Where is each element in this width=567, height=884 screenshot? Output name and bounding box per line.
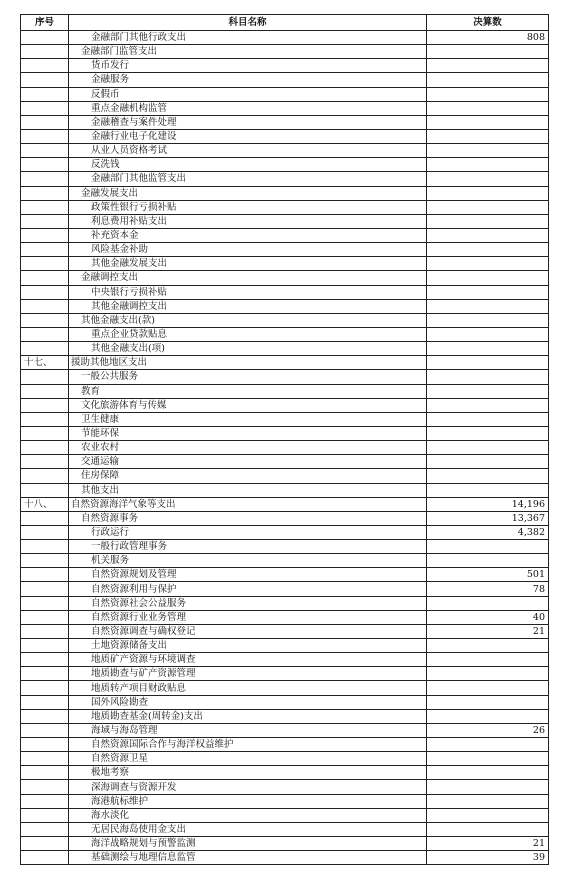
row-number-cell (21, 794, 69, 808)
item-name-cell: 自然资源国际合作与海洋权益维护 (69, 738, 427, 752)
amount-cell (427, 87, 549, 101)
table-row (21, 243, 549, 257)
amount-cell: 40 (427, 610, 549, 624)
amount-cell (427, 794, 549, 808)
table-row (21, 554, 549, 568)
row-number-cell (21, 851, 69, 865)
row-number-cell (21, 384, 69, 398)
amount-cell (427, 667, 549, 681)
amount-cell (427, 144, 549, 158)
row-number-cell (21, 483, 69, 497)
item-name-cell: 自然资源海洋气象等支出 (69, 497, 427, 511)
table-row (21, 568, 549, 582)
table-row (21, 87, 549, 101)
row-number-cell (21, 214, 69, 228)
row-number-cell (21, 327, 69, 341)
table-row (21, 709, 549, 723)
table-row (21, 45, 549, 59)
table-row (21, 511, 549, 525)
table-row (21, 780, 549, 794)
row-number-cell (21, 822, 69, 836)
table-row (21, 313, 549, 327)
table-row (21, 73, 549, 87)
table-row (21, 667, 549, 681)
amount-cell (427, 780, 549, 794)
row-number-cell (21, 780, 69, 794)
item-name-cell: 行政运行 (69, 525, 427, 539)
item-name-cell: 地质矿产资源与环境调查 (69, 653, 427, 667)
table-body (21, 31, 549, 865)
amount-cell (427, 73, 549, 87)
item-name-cell: 其他支出 (69, 483, 427, 497)
table-row (21, 426, 549, 440)
row-number-cell (21, 228, 69, 242)
table-row (21, 59, 549, 73)
item-name-cell: 金融服务 (69, 73, 427, 87)
item-name-cell: 海洋战略规划与预警监测 (69, 837, 427, 851)
row-number-cell (21, 73, 69, 87)
row-number-cell (21, 271, 69, 285)
row-number-cell (21, 257, 69, 271)
amount-cell (427, 695, 549, 709)
amount-cell (427, 596, 549, 610)
row-number-cell (21, 596, 69, 610)
row-number-cell (21, 186, 69, 200)
amount-cell (427, 228, 549, 242)
amount-cell (427, 455, 549, 469)
amount-cell (427, 271, 549, 285)
item-name-cell: 其他金融调控支出 (69, 299, 427, 313)
header-row (21, 15, 549, 31)
table-row (21, 172, 549, 186)
amount-cell (427, 243, 549, 257)
row-number-cell (21, 101, 69, 115)
item-name-cell: 无居民海岛使用金支出 (69, 822, 427, 836)
table-row (21, 525, 549, 539)
item-name-cell: 自然资源行业业务管理 (69, 610, 427, 624)
amount-cell (427, 214, 549, 228)
item-name-cell: 自然资源社会公益服务 (69, 596, 427, 610)
amount-cell (427, 257, 549, 271)
amount-cell (427, 681, 549, 695)
amount-cell (427, 554, 549, 568)
row-number-cell (21, 115, 69, 129)
item-name-cell: 补充资本金 (69, 228, 427, 242)
item-name-cell: 利息费用补贴支出 (69, 214, 427, 228)
row-number-cell (21, 723, 69, 737)
amount-cell: 13,367 (427, 511, 549, 525)
item-name-cell: 一般行政管理事务 (69, 540, 427, 554)
amount-cell (427, 412, 549, 426)
item-name-cell: 教育 (69, 384, 427, 398)
row-number-cell (21, 45, 69, 59)
table-row (21, 186, 549, 200)
item-name-cell: 住房保障 (69, 469, 427, 483)
row-number-cell (21, 639, 69, 653)
amount-cell (427, 45, 549, 59)
table-row (21, 766, 549, 780)
row-number-cell (21, 412, 69, 426)
item-name-cell: 深海调查与资源开发 (69, 780, 427, 794)
table-row (21, 738, 549, 752)
table-row (21, 822, 549, 836)
table-row (21, 723, 549, 737)
item-name-cell: 从业人员资格考试 (69, 144, 427, 158)
item-name-cell: 农业农村 (69, 441, 427, 455)
amount-cell (427, 426, 549, 440)
item-name-cell: 金融部门监管支出 (69, 45, 427, 59)
row-number-cell (21, 709, 69, 723)
item-name-cell: 金融调控支出 (69, 271, 427, 285)
table-row (21, 356, 549, 370)
amount-cell (427, 313, 549, 327)
row-number-cell (21, 525, 69, 539)
item-name-cell: 重点金融机构监管 (69, 101, 427, 115)
table-row (21, 398, 549, 412)
item-name-cell: 自然资源卫星 (69, 752, 427, 766)
item-name-cell: 基础测绘与地理信息监管 (69, 851, 427, 865)
table-header (21, 15, 549, 31)
table-row (21, 327, 549, 341)
item-name-cell: 机关服务 (69, 554, 427, 568)
item-name-cell: 地质勘查与矿产资源管理 (69, 667, 427, 681)
amount-cell (427, 639, 549, 653)
row-number-cell (21, 766, 69, 780)
item-name-cell: 国外风险勘查 (69, 695, 427, 709)
amount-cell (427, 766, 549, 780)
amount-cell (427, 752, 549, 766)
amount-cell (427, 398, 549, 412)
row-number-cell (21, 455, 69, 469)
amount-cell: 501 (427, 568, 549, 582)
budget-sheet (20, 14, 549, 865)
table-row (21, 653, 549, 667)
row-number-cell (21, 568, 69, 582)
item-name-cell: 金融部门其他监管支出 (69, 172, 427, 186)
amount-cell: 14,196 (427, 497, 549, 511)
row-number-cell (21, 243, 69, 257)
amount-cell (427, 483, 549, 497)
amount-cell (427, 299, 549, 313)
amount-cell (427, 186, 549, 200)
row-number-cell (21, 511, 69, 525)
table-row (21, 624, 549, 638)
row-number-cell (21, 59, 69, 73)
table-row (21, 271, 549, 285)
row-number-cell (21, 313, 69, 327)
table-row (21, 681, 549, 695)
amount-cell (427, 200, 549, 214)
item-name-cell: 土地资源储备支出 (69, 639, 427, 653)
table-row (21, 794, 549, 808)
table-row (21, 497, 549, 511)
item-name-cell: 反洗钱 (69, 158, 427, 172)
row-number-cell (21, 398, 69, 412)
row-number-cell (21, 624, 69, 638)
table-row (21, 299, 549, 313)
row-number-cell (21, 172, 69, 186)
table-row (21, 540, 549, 554)
item-name-cell: 文化旅游体育与传媒 (69, 398, 427, 412)
row-number-cell (21, 129, 69, 143)
item-name-cell: 其他金融支出(款) (69, 313, 427, 327)
amount-cell (427, 540, 549, 554)
amount-cell: 26 (427, 723, 549, 737)
amount-cell (427, 653, 549, 667)
item-name-cell: 极地考察 (69, 766, 427, 780)
amount-cell (427, 441, 549, 455)
row-number-cell (21, 426, 69, 440)
table-row (21, 412, 549, 426)
amount-cell: 4,382 (427, 525, 549, 539)
amount-cell (427, 356, 549, 370)
table-row (21, 582, 549, 596)
table-row (21, 639, 549, 653)
amount-cell: 21 (427, 837, 549, 851)
amount-cell: 21 (427, 624, 549, 638)
amount-cell (427, 158, 549, 172)
row-number-cell (21, 342, 69, 356)
row-number-cell (21, 653, 69, 667)
amount-cell (427, 342, 549, 356)
table-row (21, 483, 549, 497)
table-row (21, 214, 549, 228)
item-name-cell: 自然资源利用与保护 (69, 582, 427, 596)
item-name-cell: 地质勘查基金(周转金)支出 (69, 709, 427, 723)
row-number-cell (21, 285, 69, 299)
item-name-cell: 海域与海岛管理 (69, 723, 427, 737)
table-row (21, 31, 549, 45)
table-row (21, 285, 549, 299)
item-name-cell: 货币发行 (69, 59, 427, 73)
column-header-name: 科目名称 (69, 15, 427, 31)
amount-cell (427, 327, 549, 341)
row-number-cell (21, 200, 69, 214)
table-row (21, 752, 549, 766)
row-number-cell: 十八、 (21, 497, 69, 511)
item-name-cell: 中央银行亏损补贴 (69, 285, 427, 299)
amount-cell (427, 101, 549, 115)
item-name-cell: 金融行业电子化建设 (69, 129, 427, 143)
row-number-cell (21, 540, 69, 554)
item-name-cell: 海水淡化 (69, 808, 427, 822)
item-name-cell: 金融稽查与案件处理 (69, 115, 427, 129)
row-number-cell (21, 87, 69, 101)
table-row (21, 129, 549, 143)
row-number-cell (21, 738, 69, 752)
amount-cell: 78 (427, 582, 549, 596)
amount-cell: 39 (427, 851, 549, 865)
amount-cell (427, 115, 549, 129)
item-name-cell: 自然资源调查与确权登记 (69, 624, 427, 638)
table-row (21, 837, 549, 851)
row-number-cell (21, 469, 69, 483)
row-number-cell (21, 681, 69, 695)
item-name-cell: 反假币 (69, 87, 427, 101)
row-number-cell (21, 370, 69, 384)
item-name-cell: 交通运输 (69, 455, 427, 469)
item-name-cell: 一般公共服务 (69, 370, 427, 384)
item-name-cell: 节能环保 (69, 426, 427, 440)
budget-table (20, 14, 549, 865)
row-number-cell (21, 31, 69, 45)
amount-cell (427, 738, 549, 752)
item-name-cell: 其他金融支出(项) (69, 342, 427, 356)
table-row (21, 469, 549, 483)
item-name-cell: 卫生健康 (69, 412, 427, 426)
column-header-amount: 决算数 (427, 15, 549, 31)
amount-cell: 808 (427, 31, 549, 45)
table-row (21, 441, 549, 455)
row-number-cell (21, 158, 69, 172)
table-row (21, 384, 549, 398)
row-number-cell (21, 695, 69, 709)
amount-cell (427, 808, 549, 822)
item-name-cell: 金融部门其他行政支出 (69, 31, 427, 45)
amount-cell (427, 709, 549, 723)
item-name-cell: 政策性银行亏损补贴 (69, 200, 427, 214)
amount-cell (427, 285, 549, 299)
row-number-cell (21, 299, 69, 313)
row-number-cell (21, 837, 69, 851)
table-row (21, 695, 549, 709)
row-number-cell (21, 752, 69, 766)
table-row (21, 610, 549, 624)
item-name-cell: 重点企业贷款贴息 (69, 327, 427, 341)
row-number-cell (21, 610, 69, 624)
table-row (21, 342, 549, 356)
item-name-cell: 其他金融发展支出 (69, 257, 427, 271)
column-header-no: 序号 (21, 15, 69, 31)
item-name-cell: 海港航标维护 (69, 794, 427, 808)
item-name-cell: 地质转产项目财政贴息 (69, 681, 427, 695)
row-number-cell (21, 441, 69, 455)
row-number-cell (21, 144, 69, 158)
table-row (21, 596, 549, 610)
item-name-cell: 援助其他地区支出 (69, 356, 427, 370)
amount-cell (427, 172, 549, 186)
amount-cell (427, 384, 549, 398)
table-row (21, 455, 549, 469)
row-number-cell (21, 667, 69, 681)
table-row (21, 115, 549, 129)
row-number-cell: 十七、 (21, 356, 69, 370)
amount-cell (427, 129, 549, 143)
row-number-cell (21, 554, 69, 568)
amount-cell (427, 469, 549, 483)
amount-cell (427, 822, 549, 836)
table-row (21, 228, 549, 242)
item-name-cell: 金融发展支出 (69, 186, 427, 200)
table-row (21, 808, 549, 822)
table-row (21, 144, 549, 158)
item-name-cell: 自然资源规划及管理 (69, 568, 427, 582)
item-name-cell: 风险基金补助 (69, 243, 427, 257)
table-row (21, 851, 549, 865)
row-number-cell (21, 808, 69, 822)
table-row (21, 158, 549, 172)
table-row (21, 370, 549, 384)
row-number-cell (21, 582, 69, 596)
item-name-cell: 自然资源事务 (69, 511, 427, 525)
amount-cell (427, 370, 549, 384)
table-row (21, 257, 549, 271)
table-row (21, 200, 549, 214)
table-row (21, 101, 549, 115)
amount-cell (427, 59, 549, 73)
